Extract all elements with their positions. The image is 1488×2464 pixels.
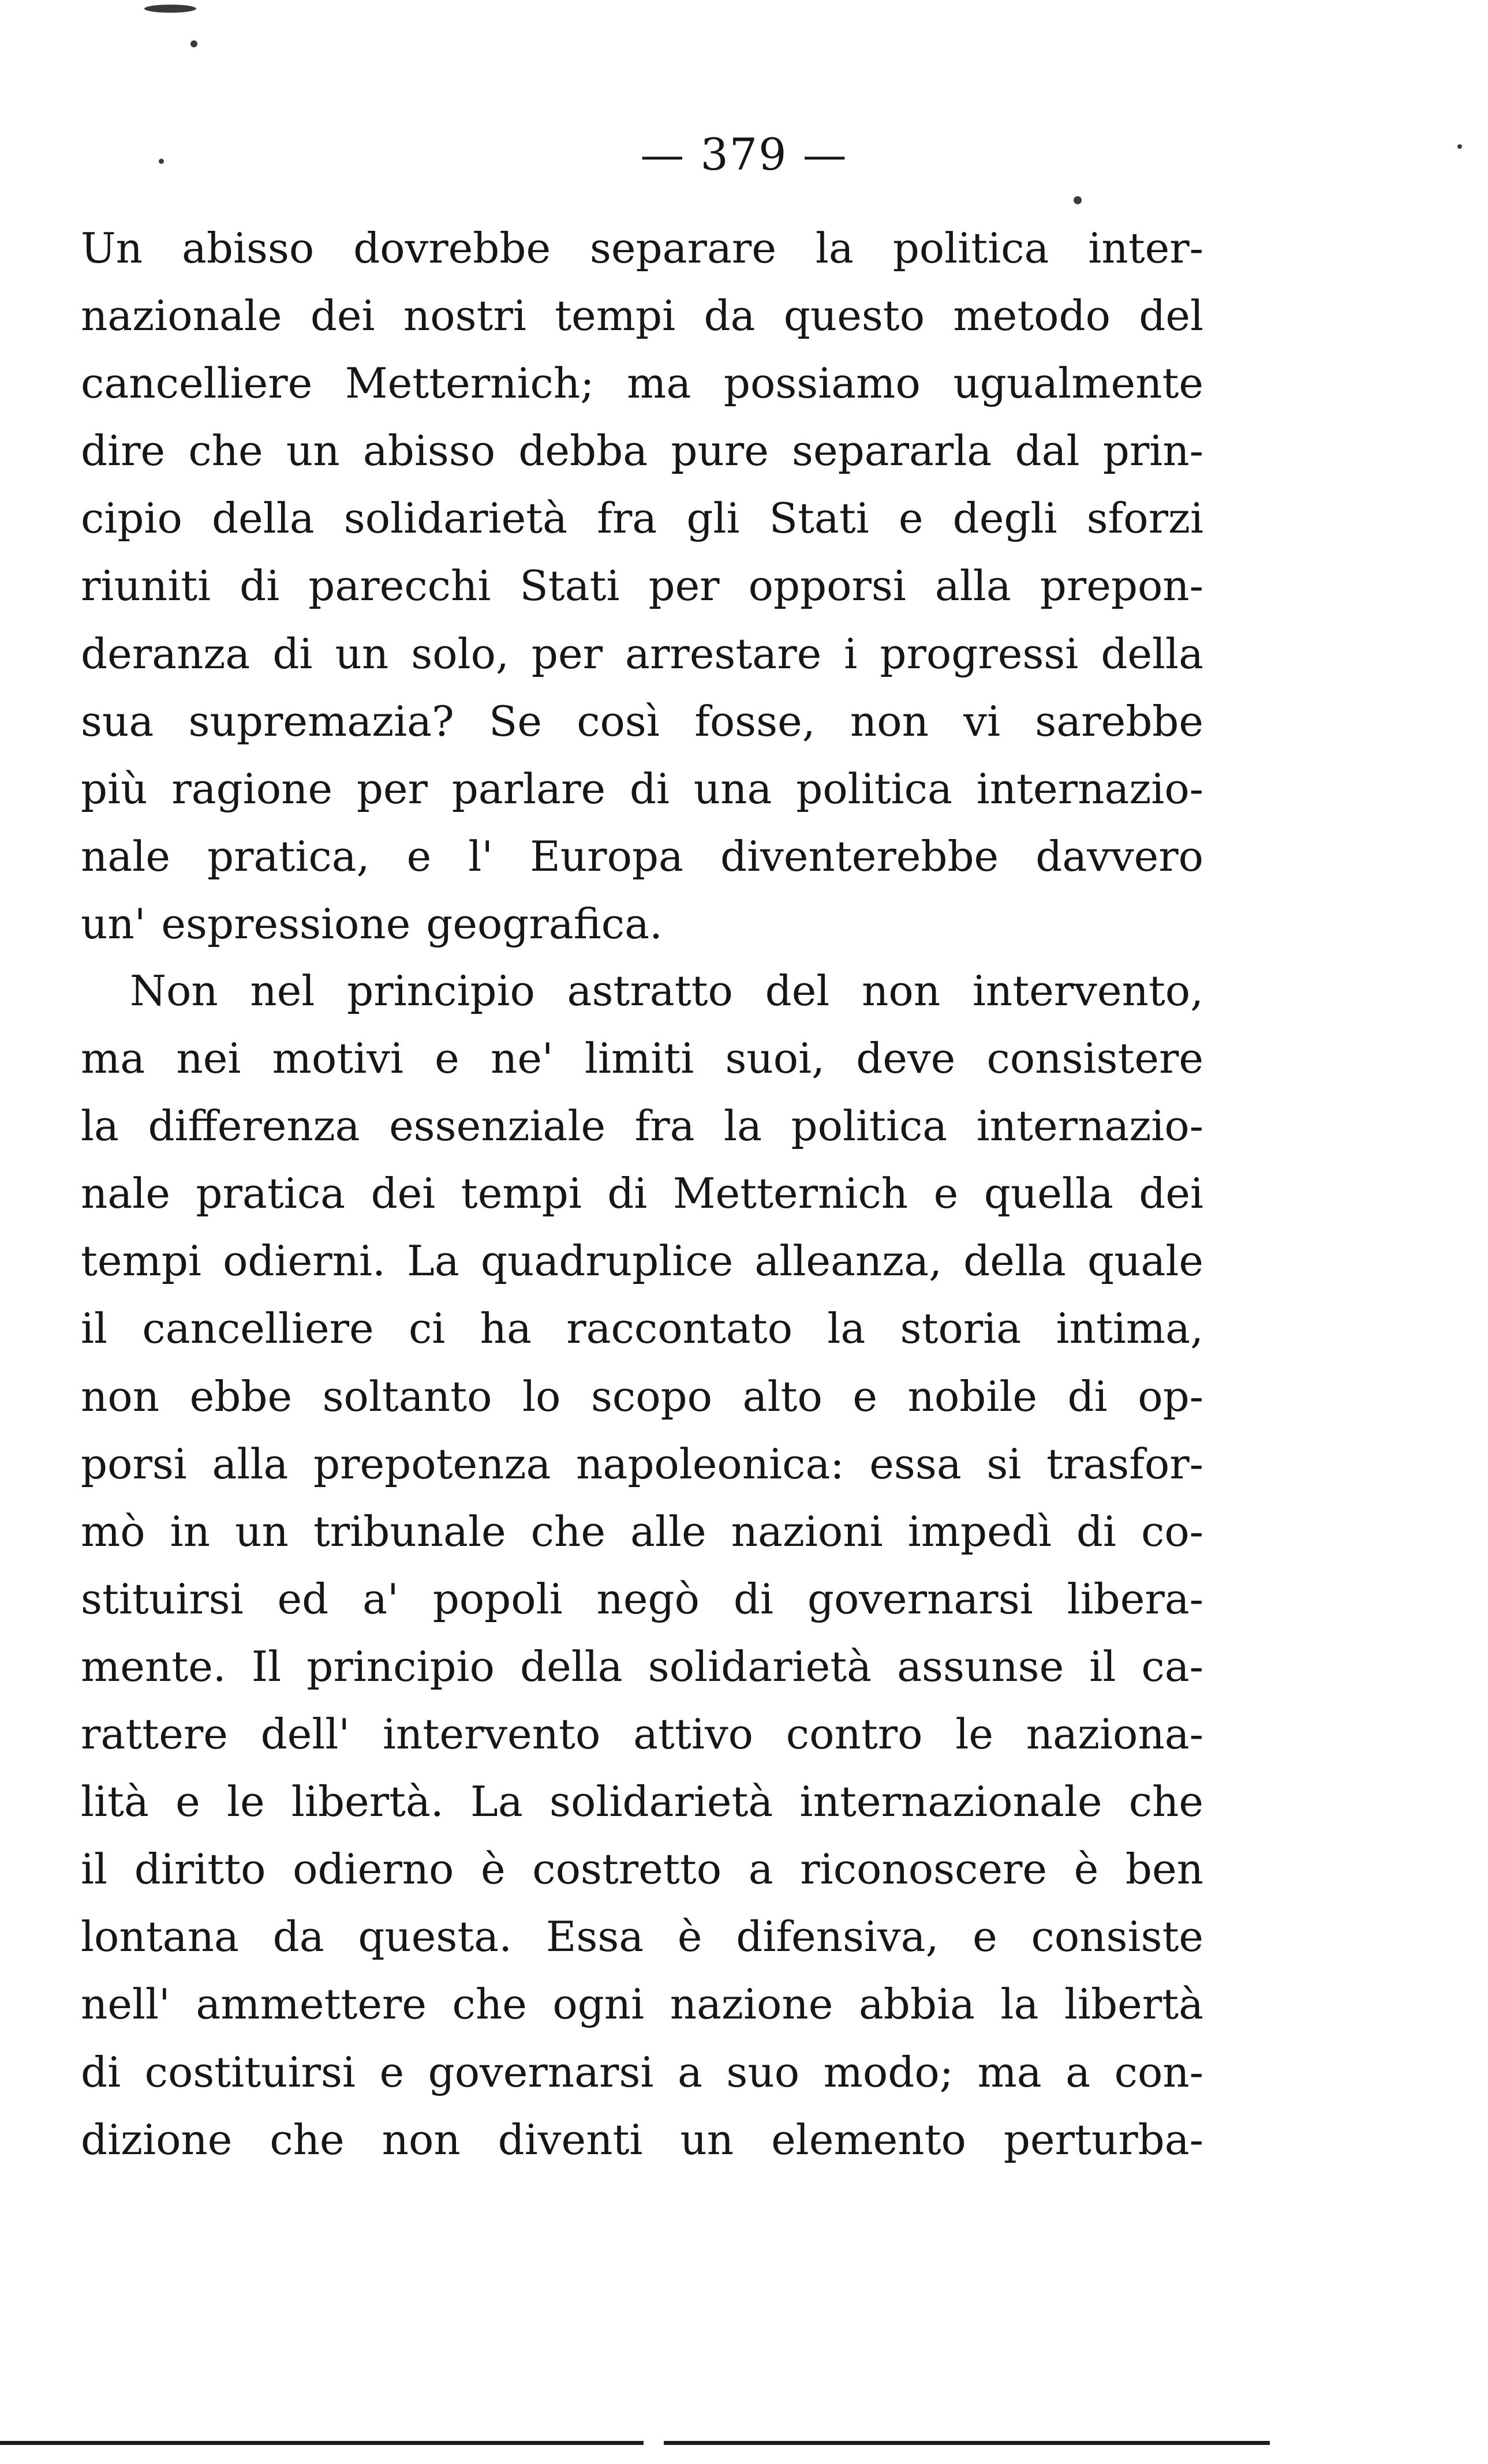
text-line: di costituirsi e governarsi a suo modo; ma a con- bbox=[81, 2047, 1203, 2096]
text-line: dire che un abisso debba pure separarla dal prin- bbox=[81, 426, 1203, 475]
text-line: riuniti di parecchi Stati per opporsi alla prepon- bbox=[81, 561, 1203, 611]
text-line: dizione che non diventi un elemento perturba- bbox=[81, 2115, 1203, 2164]
text-line: non ebbe soltanto lo scopo alto e nobile di op- bbox=[81, 1372, 1203, 1421]
bottom-rule-right bbox=[664, 2441, 1270, 2445]
text-line: tempi odierni. La quadruplice alleanza, della quale bbox=[81, 1237, 1203, 1286]
scan-speck bbox=[1074, 196, 1082, 204]
scan-speck bbox=[1457, 144, 1462, 149]
text-line: ma nei motivi e ne' limiti suoi, deve consistere bbox=[81, 1034, 1203, 1083]
bottom-rule-left bbox=[0, 2441, 644, 2445]
text-line: Non nel principio astratto del non intervento, bbox=[130, 967, 1203, 1015]
text-line: la differenza essenziale fra la politica internazio- bbox=[81, 1102, 1203, 1151]
text-line: un' espressione geografica. bbox=[81, 899, 663, 948]
text-line: cancelliere Metternich; ma possiamo ugualmente bbox=[81, 359, 1203, 408]
text-line: porsi alla prepotenza napoleonica: essa si trasfor- bbox=[81, 1439, 1203, 1488]
text-line: nell' ammettere che ogni nazione abbia la libertà bbox=[81, 1980, 1203, 2029]
text-line: sua supremazia? Se così fosse, non vi sarebbe bbox=[81, 696, 1203, 746]
text-line: mente. Il principio della solidarietà assunse il ca- bbox=[81, 1642, 1203, 1691]
scan-speck bbox=[159, 159, 164, 164]
scan-speck bbox=[144, 5, 196, 13]
paragraph-2 bbox=[81, 957, 1203, 2174]
text-line: il diritto odierno è costretto a riconoscere è ben bbox=[81, 1845, 1203, 1894]
text-line: rattere dell' intervento attivo contro le naziona- bbox=[81, 1710, 1203, 1759]
text-line: nale pratica dei tempi di Metternich e quella dei bbox=[81, 1169, 1203, 1218]
text-line: stituirsi ed a' popoli negò di governarsi libera- bbox=[81, 1574, 1203, 1623]
text-line: nazionale dei nostri tempi da questo metodo del bbox=[81, 291, 1203, 340]
text-line: mò in un tribunale che alle nazioni impedì di co- bbox=[81, 1507, 1203, 1556]
text-line: deranza di un solo, per arrestare i progressi della bbox=[81, 629, 1203, 678]
paragraph-1 bbox=[81, 215, 1203, 958]
text-line: il cancelliere ci ha raccontato la storia intima, bbox=[81, 1304, 1203, 1353]
scan-speck bbox=[190, 40, 197, 47]
text-line: Un abisso dovrebbe separare la politica inter- bbox=[81, 224, 1203, 272]
text-line: nale pratica, e l' Europa diventerebbe davvero bbox=[81, 832, 1203, 881]
text-line: lità e le libertà. La solidarietà internazionale che bbox=[81, 1777, 1203, 1826]
text-line: più ragione per parlare di una politica internazio- bbox=[81, 764, 1203, 813]
text-line: cipio della solidarietà fra gli Stati e degli sforzi bbox=[81, 494, 1203, 543]
text-line: lontana da questa. Essa è difensiva, e consiste bbox=[81, 1912, 1203, 1961]
page-number-header: — 379 — bbox=[640, 129, 848, 180]
